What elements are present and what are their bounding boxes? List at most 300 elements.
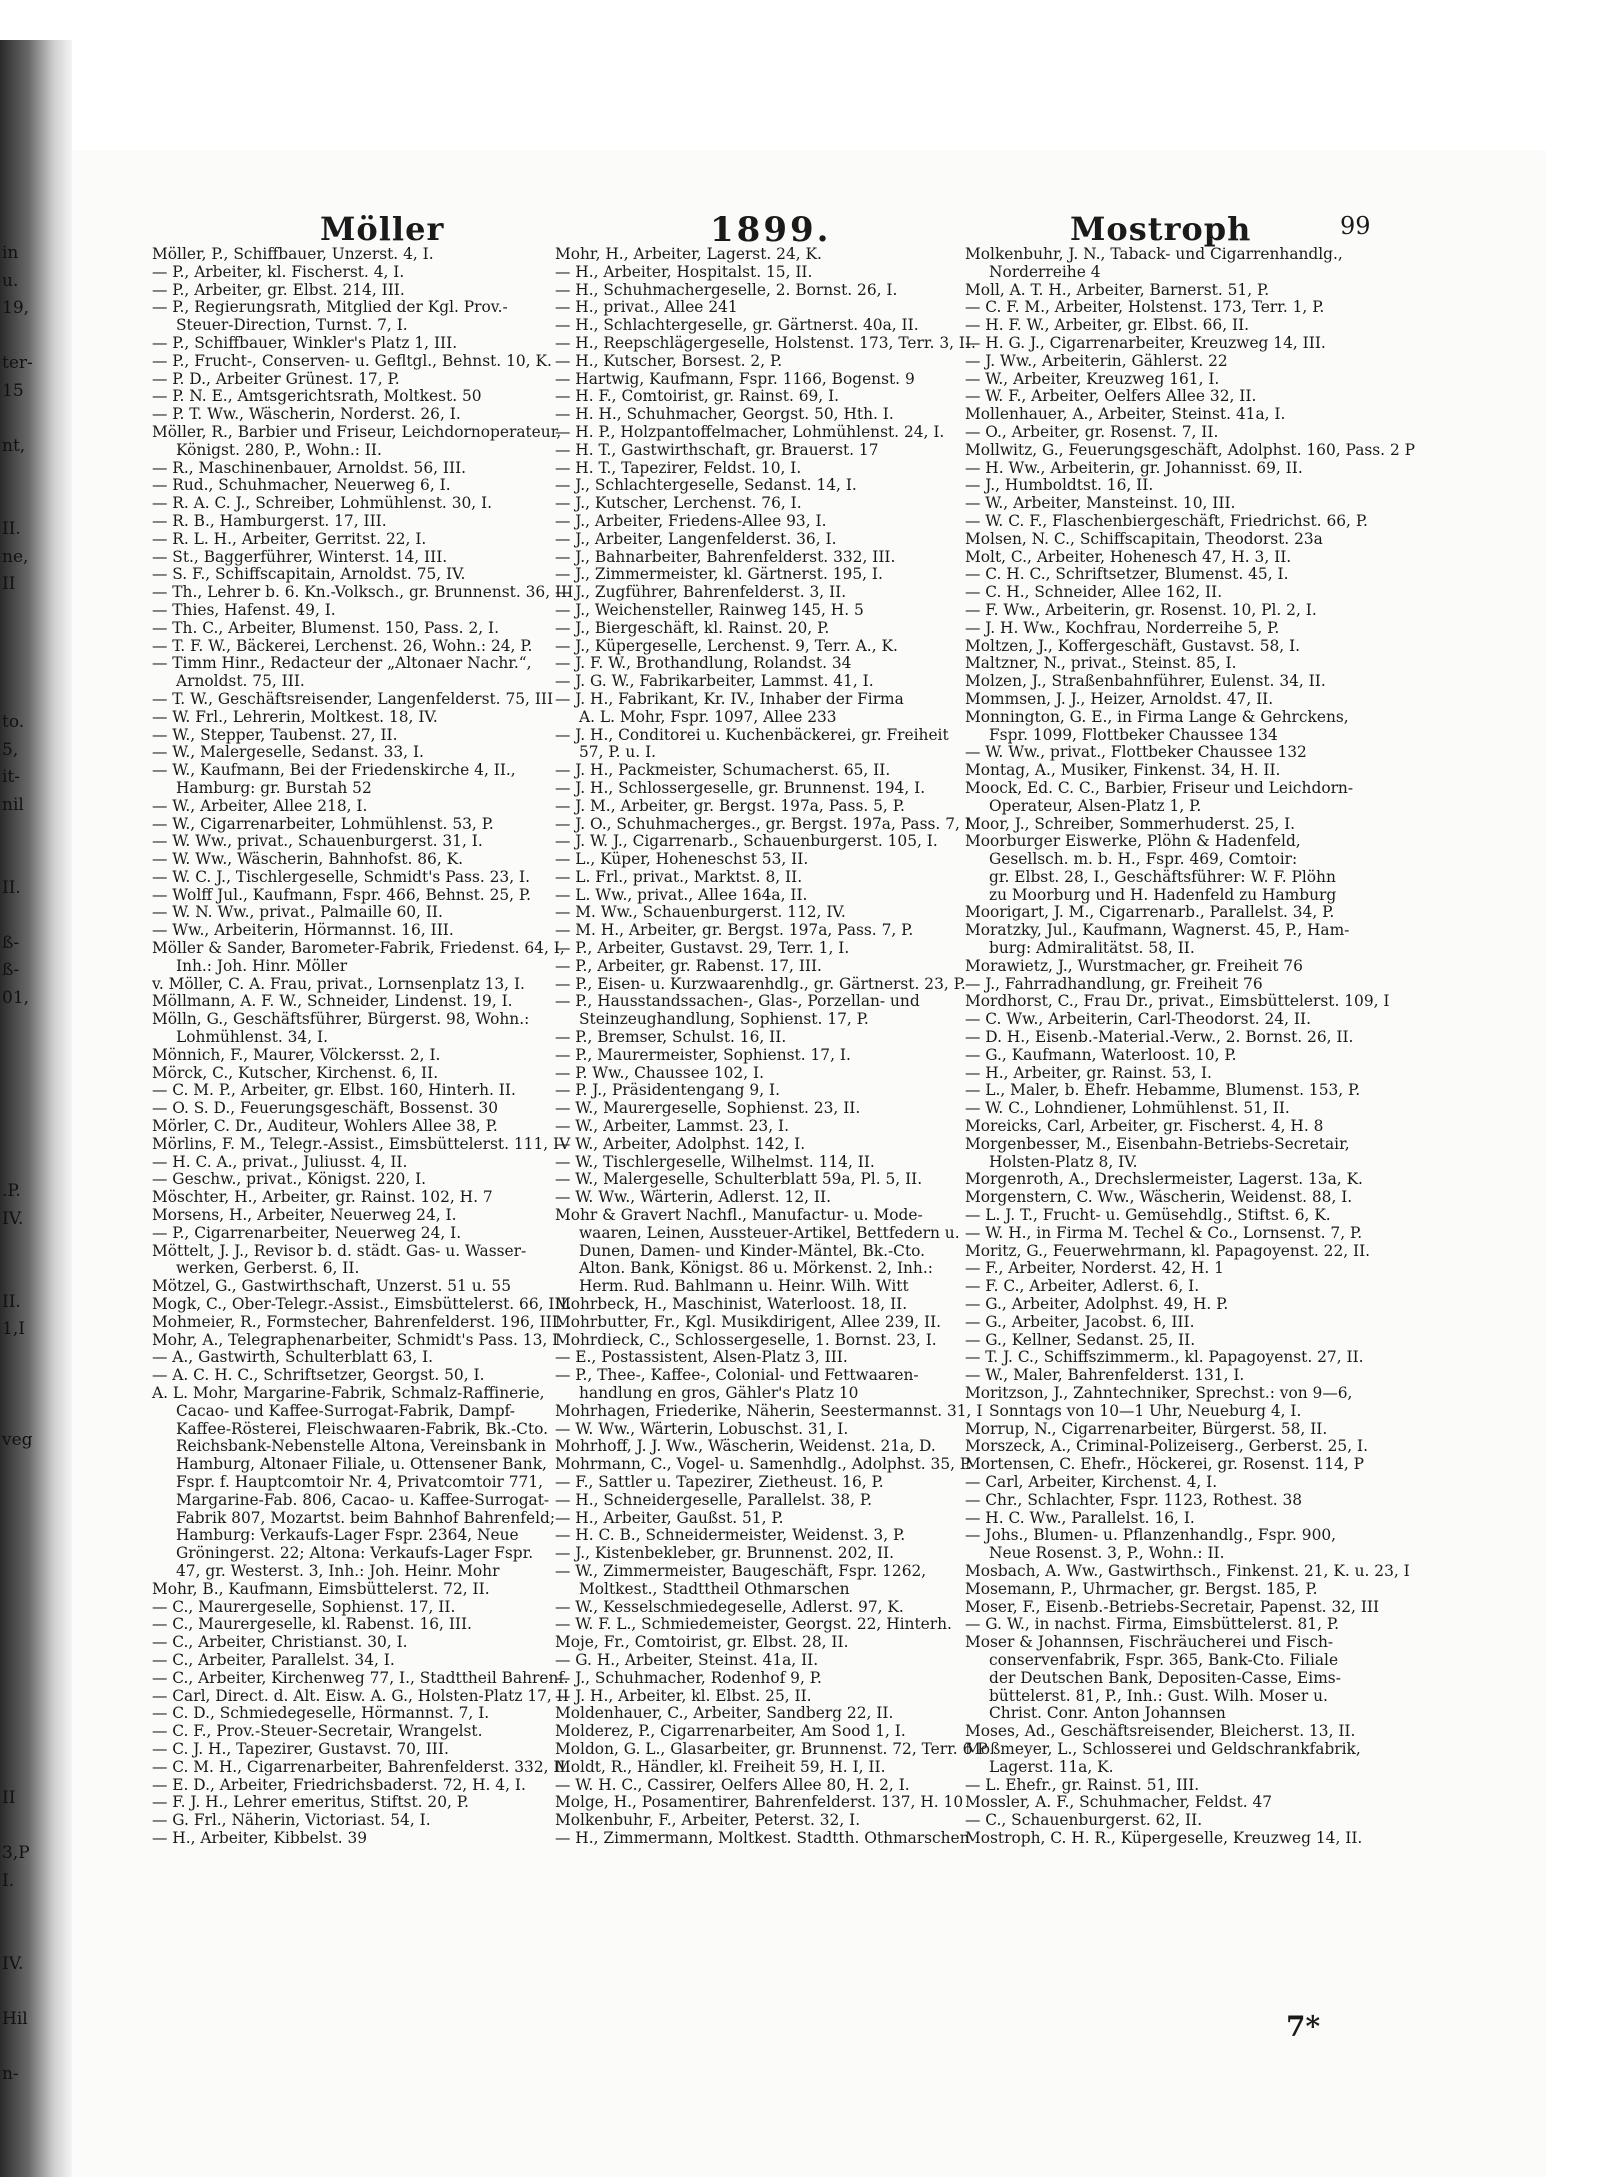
directory-entry-line: — C. D., Schmiedegeselle, Hörmannst. 7, I. [152, 1704, 490, 1723]
directory-entry-line: — F., Arbeiter, Norderst. 42, H. 1 [965, 1259, 1224, 1278]
directory-entry-line: — M. H., Arbeiter, gr. Bergst. 197a, Pass. 7, P. [555, 921, 914, 940]
directory-entry-line: — T. F. W., Bäckerei, Lerchenst. 26, Wohn.: 24, P. [152, 636, 533, 655]
directory-entry-line: A. L. Mohr, Fspr. 1097, Allee 233 [579, 707, 837, 726]
directory-entry-line: — Geschw., privat., Königst. 220, I. [152, 1170, 427, 1189]
directory-entry-line: Mörlins, F. M., Telegr.-Assist., Eimsbüttelerst. 111, IV [152, 1134, 571, 1153]
spine-fragment: II [2, 574, 16, 595]
directory-entry-line: Gesellsch. m. b. H., Fspr. 469, Comtoir: [989, 850, 1298, 869]
directory-entry-line: — W. Ww., privat., Flottbeker Chaussee 132 [965, 743, 1307, 762]
directory-entry-line: — P., Thee-, Kaffee-, Colonial- und Fettwaaren- [555, 1366, 919, 1385]
previous-page-fragments [2, 240, 33, 2089]
directory-entry-line: — R. L. H., Arbeiter, Gerritst. 22, I. [152, 529, 427, 548]
directory-entry-line: — H. C. Ww., Parallelst. 16, I. [965, 1508, 1195, 1527]
spine-fragment [2, 819, 28, 847]
directory-entry-line: — C. M. H., Cigarrenarbeiter, Bahrenfelderst. 332, II. [152, 1757, 571, 1776]
spine-fragment [2, 1702, 28, 1730]
directory-entry-line: Morrup, N., Cigarrenarbeiter, Bürgerst. 58, II. [965, 1419, 1328, 1438]
directory-entry-line: Molderez, P., Cigarrenarbeiter, Am Sood 1, I. [555, 1722, 906, 1741]
directory-entry-line: Fabrik 807, Mozartst. beim Bahnhof Bahrenfeld; [176, 1508, 556, 1527]
directory-entry-line: Margarine-Fab. 806, Cacao- u. Kaffee-Surrogat- [176, 1490, 550, 1509]
directory-entry-line: — G., Arbeiter, Adolphst. 49, H. P. [965, 1295, 1229, 1314]
directory-entry-line: — W., Kesselschmiedegeselle, Adlerst. 97, K. [555, 1597, 904, 1616]
directory-entry-line: — P., Arbeiter, gr. Rabenst. 17, III. [555, 956, 822, 975]
directory-entry-line: Molt, C., Arbeiter, Hohenesch 47, H. 3, II. [965, 547, 1292, 566]
directory-entry-line: — C. H., Schneider, Allee 162, II. [965, 583, 1223, 602]
directory-entry-line: Möller & Sander, Barometer-Fabrik, Friedenst. 64, I, [152, 939, 565, 958]
directory-entry-line: — W. Ww., Wärterin, Adlerst. 12, II. [555, 1188, 831, 1207]
directory-entry-line: — H. C. B., Schneidermeister, Weidenst. 3, P. [555, 1526, 906, 1545]
spine-fragment: nil [2, 794, 24, 815]
directory-entry-line: — P. N. E., Amtsgerichtsrath, Moltkest. 50 [152, 387, 482, 406]
directory-entry-line: — W., Kaufmann, Bei der Friedenskirche 4, II., [152, 761, 516, 780]
directory-entry-line: — W., Arbeiter, Allee 218, I. [152, 796, 368, 815]
directory-entry-line: — J. H., Packmeister, Schumacherst. 65, II. [555, 761, 891, 780]
directory-entry-line: — W., Zimmermeister, Baugeschäft, Fspr. 1262, [555, 1561, 927, 1580]
directory-entry-line: — W., Arbeiter, Lammst. 23, I. [555, 1117, 789, 1136]
directory-entry-line: Mohrhagen, Friederike, Näherin, Seestermannst. 31, I [555, 1401, 983, 1420]
directory-entry-line: — H. H., Schuhmacher, Georgst. 50, Hth. I. [555, 405, 894, 424]
directory-entry-line: Alton. Bank, Königst. 86 u. Mörkenst. 2, Inh.: [579, 1259, 933, 1278]
directory-entry-line: Moltkest., Stadttheil Othmarschen [579, 1579, 850, 1598]
directory-entry-line: — J., Schuhmacher, Rodenhof 9, P. [555, 1668, 822, 1687]
directory-entry-line: — J., Bahnarbeiter, Bahrenfelderst. 332, III. [555, 547, 896, 566]
spine-fragment: 5, [2, 739, 19, 760]
directory-entry-line: — W., Arbeiter, Adolphst. 142, I. [555, 1134, 806, 1153]
directory-entry-line: — J. M., Arbeiter, gr. Bergst. 197a, Pass. 5, P. [555, 796, 905, 815]
directory-entry-line: Maltzner, N., privat., Steinst. 85, I. [965, 654, 1237, 673]
spine-fragment [2, 1261, 28, 1289]
spine-fragment: IV. [2, 1953, 24, 1974]
directory-entry-line: Moreicks, Carl, Arbeiter, gr. Fischerst. 4, H. 8 [965, 1117, 1324, 1136]
directory-entry-line: — W., Malergeselle, Schulterblatt 59a, Pl. 5, II. [555, 1170, 923, 1189]
directory-entry-line: — D. H., Eisenb.-Material.-Verw., 2. Bornst. 26, II. [965, 1028, 1354, 1047]
directory-entry-line: — G., Kellner, Sedanst. 25, II. [965, 1330, 1196, 1349]
directory-entry-line: — L. Ehefr., gr. Rainst. 51, III. [965, 1775, 1200, 1794]
spine-fragment: II. [2, 518, 21, 539]
directory-entry-line: — P. J., Präsidentengang 9, I. [555, 1081, 780, 1100]
spine-fragment: II. [2, 1291, 21, 1312]
directory-entry-line: — T. J. C., Schiffszimmerm., kl. Papagoyenst. 27, II. [965, 1348, 1364, 1367]
spine-fragment [2, 1647, 28, 1675]
directory-entry-line: — Hartwig, Kaufmann, Fspr. 1166, Bogenst. 9 [555, 369, 915, 388]
directory-entry-line: — C. J. H., Tapezirer, Gustavst. 70, III. [152, 1739, 449, 1758]
directory-entry-line: Morszeck, A., Criminal-Polizeiserg., Gerberst. 25, I. [965, 1437, 1368, 1456]
directory-entry-line: — M. Ww., Schauenburgerst. 112, IV. [555, 903, 846, 922]
directory-entry-line: Molzen, J., Straßenbahnführer, Eulenst. 34, II. [965, 672, 1326, 691]
directory-entry-line: Mohr, H., Arbeiter, Lagerst. 24, K. [555, 245, 822, 263]
directory-entry-line: — P. Ww., Chaussee 102, I. [555, 1063, 764, 1082]
directory-entry-line: — H., Zimmermann, Moltkest. Stadtth. Othmarschen [555, 1828, 970, 1847]
directory-entry-line: Fspr. 1099, Flottbeker Chaussee 134 [989, 725, 1278, 744]
spine-fragment [2, 461, 28, 489]
directory-entry-line: — W. C. J., Tischlergeselle, Schmidt's Pass. 23, I. [152, 867, 530, 886]
directory-entry-line: — C., Maurergeselle, kl. Rabenst. 16, III. [152, 1615, 472, 1634]
directory-entry-line: Holsten-Platz 8, IV. [989, 1152, 1138, 1171]
spine-fragment [2, 654, 28, 682]
spine-fragment [2, 406, 28, 434]
directory-entry-line: Mordhorst, C., Frau Dr., privat., Eimsbüttelerst. 109, I [965, 992, 1390, 1011]
spine-fragment [2, 2034, 28, 2062]
directory-entry-line: gr. Elbst. 28, I., Geschäftsführer: W. F. Plöhn [989, 867, 1336, 886]
directory-entry-line: — G. W., in nachst. Firma, Eimsbüttelerst. 81, P. [965, 1615, 1339, 1634]
spine-fragment [2, 682, 28, 710]
spine-fragment: IV. [2, 1208, 24, 1229]
directory-entry-line: Mogk, C., Ober-Telegr.-Assist., Eimsbüttelerst. 66, III. [152, 1295, 572, 1314]
directory-entry-line: — F., Sattler u. Tapezirer, Zietheust. 16, P. [555, 1472, 884, 1491]
directory-entry-line: — J., Arbeiter, Langenfelderst. 36, I. [555, 529, 837, 548]
directory-entry-line: Mohr, B., Kaufmann, Eimsbüttelerst. 72, II. [152, 1579, 490, 1598]
directory-entry-line: der Deutschen Bank, Depositen-Casse, Eims- [989, 1668, 1341, 1687]
spine-fragment: I. [2, 1871, 15, 1892]
directory-entry-line: — H., privat., Allee 241 [555, 298, 738, 317]
directory-entry-line: — Wolff Jul., Kaufmann, Fspr. 466, Behnst. 25, P. [152, 885, 532, 904]
directory-entry-line: — J., Kutscher, Lerchenst. 76, I. [555, 494, 802, 513]
directory-entry-line: Mortensen, C. Ehefr., Höckerei, gr. Rosenst. 114, P [965, 1455, 1364, 1474]
directory-entry-line: burg: Admiralitätst. 58, II. [989, 939, 1195, 958]
directory-entry-line: — O. S. D., Feuerungsgeschäft, Bossenst. 30 [152, 1099, 499, 1118]
directory-entry-line: — F. C., Arbeiter, Adlerst. 6, I. [965, 1277, 1200, 1296]
directory-entry-line: Fspr. f. Hauptcomtoir Nr. 4, Privatcomtoir 771, [176, 1472, 544, 1491]
spine-fragment [2, 1620, 28, 1648]
directory-entry-line: Mossler, A. F., Schuhmacher, Feldst. 47 [965, 1793, 1273, 1812]
directory-entry-line: Steinzeughandlung, Sophienst. 17, P. [579, 1010, 869, 1029]
directory-entry-line: Molge, H., Posamentirer, Bahrenfelderst. 137, H. 10 [555, 1793, 964, 1812]
directory-entry-line: Möschter, H., Arbeiter, gr. Rainst. 102, H. 7 [152, 1188, 493, 1207]
directory-entry-line: Moses, Ad., Geschäftsreisender, Bleicherst. 13, II. [965, 1722, 1356, 1741]
directory-entry-line: — H., Arbeiter, Gaußst. 51, P. [555, 1508, 784, 1527]
directory-entry-line: — J. H., Arbeiter, kl. Elbst. 25, II. [555, 1686, 812, 1705]
directory-entry-line: — Chr., Schlachter, Fspr. 1123, Rothest. 38 [965, 1490, 1303, 1509]
directory-entry-line: — J. G. W., Fabrikarbeiter, Lammst. 41, I. [555, 672, 874, 691]
directory-entry-line: Mohr & Gravert Nachfl., Manufactur- u. Mode- [555, 1206, 923, 1225]
spine-fragment: II [2, 1788, 16, 1809]
directory-entry-line: — P., Arbeiter, Gustavst. 29, Terr. 1, I. [555, 939, 850, 958]
directory-entry-line: — Th. C., Arbeiter, Blumenst. 150, Pass. 2, I. [152, 618, 500, 637]
directory-entry-line: — J., Küpergeselle, Lerchenst. 9, Terr. A., K. [555, 636, 898, 655]
directory-entry-line: Norderreihe 4 [989, 262, 1101, 281]
directory-column-2 [555, 245, 988, 2096]
spine-fragment: in [2, 243, 19, 263]
directory-entry-line: — J., Zugführer, Bahrenfelderst. 3, II. [555, 583, 847, 602]
directory-entry-line: Moser, F., Eisenb.-Betriebs-Secretair, Papenst. 32, III [965, 1597, 1380, 1616]
directory-entry-line: — J., Humboldtst. 16, II. [965, 476, 1154, 495]
directory-entry-line: — H. F. W., Arbeiter, gr. Elbst. 66, II. [965, 316, 1250, 335]
directory-entry-line: — P., Eisen- u. Kurzwaarenhdlg., gr. Gärtnerst. 23, P. [555, 974, 966, 993]
directory-entry-line: Moll, A. T. H., Arbeiter, Barnerst. 51, P. [965, 280, 1270, 299]
spine-fragment: ter- [2, 353, 33, 374]
directory-entry-line: — G. Frl., Näherin, Victoriast. 54, I. [152, 1811, 431, 1830]
directory-entry-line: — L., Küper, Hoheneschst 53, II. [555, 850, 809, 869]
spine-fragment: 15 [2, 380, 24, 401]
spine-fragment: nt, [2, 436, 26, 457]
directory-entry-line: — W. H. C., Cassirer, Oelfers Allee 80, H. 2, I. [555, 1775, 910, 1794]
directory-entry-line: — W. F. L., Schmiedemeister, Georgst. 22, Hinterh. [555, 1615, 952, 1634]
directory-entry-line: Mohr, A., Telegraphenarbeiter, Schmidt's Pass. 13, I [152, 1330, 559, 1349]
directory-entry-line: Operateur, Alsen-Platz 1, P. [989, 796, 1202, 815]
directory-entry-line: Moldon, G. L., Glasarbeiter, gr. Brunnenst. 72, Terr. 6 P [555, 1739, 988, 1758]
directory-entry-line: Möller, R., Barbier und Friseur, Leichdornoperateur, [152, 422, 562, 441]
spine-fragment [2, 1399, 28, 1427]
directory-entry-line: Morsens, H., Arbeiter, Neuerweg 24, I. [152, 1206, 457, 1225]
directory-entry-line: — W., Malergeselle, Sedanst. 33, I. [152, 743, 424, 762]
directory-entry-line: — W., Cigarrenarbeiter, Lohmühlenst. 53, P. [152, 814, 494, 833]
directory-entry-line: — C. Ww., Arbeiterin, Carl-Theodorst. 24, II. [965, 1010, 1311, 1029]
directory-entry-line: — H. T., Tapezirer, Feldst. 10, I. [555, 458, 802, 477]
spine-fragment: n- [2, 2064, 19, 2085]
directory-entry-line: — O., Arbeiter, gr. Rosenst. 7, II. [965, 422, 1219, 441]
spine-fragment [2, 323, 28, 351]
directory-entry-line: — H., Arbeiter, gr. Rainst. 53, I. [965, 1063, 1212, 1082]
directory-entry-line: — P., Hausstandssachen-, Glas-, Porzellan- und [555, 992, 920, 1011]
directory-entry-line: — P., Bremser, Schulst. 16, II. [555, 1028, 787, 1047]
spine-fragment [2, 1482, 28, 1510]
spine-fragment [2, 1730, 28, 1758]
directory-entry-line: — J., Weichensteller, Rainweg 145, H. 5 [555, 600, 864, 619]
directory-entry-line: — H., Schlachtergeselle, gr. Gärtnerst. 40a, II. [555, 316, 919, 335]
directory-entry-line: — J. W. J., Cigarrenarb., Schauenburgerst. 105, I. [555, 832, 938, 851]
directory-entry-line: Möller, P., Schiffbauer, Unzerst. 4, I. [152, 245, 434, 263]
directory-entry-line: — W., Tischlergeselle, Wilhelmst. 114, II. [555, 1152, 875, 1171]
directory-entry-line: — P. D., Arbeiter Grünest. 17, P. [152, 369, 400, 388]
directory-entry-line: handlung en gros, Gähler's Platz 10 [579, 1384, 859, 1402]
header-year: 1899. [710, 210, 832, 250]
spine-fragment: 3,P [2, 1843, 30, 1864]
directory-entry-line: Kaffee-Rösterei, Fleischwaaren-Fabrik, Bk.-Cto. [176, 1419, 549, 1438]
directory-entry-line: — G. H., Arbeiter, Steinst. 41a, II. [555, 1650, 819, 1669]
directory-entry-line: Moßmeyer, L., Schlosserei und Geldschrankfabrik, [965, 1739, 1361, 1758]
directory-entry-line: — P., Frucht-, Conserven- u. Gefltgl., Behnst. 10, K. [152, 351, 552, 370]
spine-fragment [2, 1565, 28, 1593]
directory-entry-line: — S. F., Schiffscapitain, Arnoldst. 75, IV. [152, 565, 466, 584]
directory-entry-line: — J. O., Schuhmacherges., gr. Bergst. 197a, Pass. 7, I. [555, 814, 976, 833]
directory-entry-line: — L. J. T., Frucht- u. Gemüsehdlg., Stiftst. 6, K. [965, 1206, 1331, 1225]
directory-entry-line: — C., Maurergeselle, Sophienst. 17, II. [152, 1597, 456, 1616]
directory-entry-line: Moorburger Eiswerke, Plöhn & Hadenfeld, [965, 832, 1301, 851]
directory-entry-line: — P., Schiffbauer, Winkler's Platz 1, III. [152, 333, 458, 352]
spine-fragment [2, 1151, 28, 1179]
spine-fragment: to. [2, 712, 25, 733]
directory-entry-line: — G., Kaufmann, Waterloost. 10, P. [965, 1045, 1237, 1064]
directory-entry-line: — J., Fahrradhandlung, gr. Freiheit 76 [965, 974, 1263, 993]
directory-entry-line: Mosemann, P., Uhrmacher, gr. Bergst. 185, P. [965, 1579, 1318, 1598]
page-number: 99 [1340, 212, 1371, 240]
directory-entry-line: — W. C. F., Flaschenbiergeschäft, Friedrichst. 66, P. [965, 511, 1368, 530]
directory-entry-line: — W. Ww., Wärterin, Lobuschst. 31, I. [555, 1419, 849, 1438]
directory-entry-line: Reichsbank-Nebenstelle Altona, Vereinsbank in [176, 1437, 547, 1456]
directory-entry-line: — J., Kistenbekleber, gr. Brunnenst. 202, II. [555, 1544, 894, 1563]
directory-entry-line: — W., Maurergeselle, Sophienst. 23, II. [555, 1099, 861, 1118]
spine-fragment [2, 1896, 28, 1924]
spine-fragment: u. [2, 270, 19, 291]
directory-entry-line: — H., Reepschlägergeselle, Holstenst. 173, Terr. 3, II. [555, 333, 976, 352]
directory-entry-line: Hamburg: gr. Burstah 52 [176, 778, 372, 797]
directory-column-1 [152, 245, 574, 2096]
directory-entry-line: Cacao- und Kaffee-Surrogat-Fabrik, Dampf- [176, 1401, 515, 1420]
directory-entry-line: — Thies, Hafenst. 49, I. [152, 600, 336, 619]
directory-entry-line: Mostroph, C. H. R., Küpergeselle, Kreuzweg 14, II. [965, 1828, 1363, 1847]
directory-entry-line: Morawietz, J., Wurstmacher, gr. Freiheit 76 [965, 956, 1303, 975]
spine-fragment [2, 1123, 28, 1151]
spine-fragment [2, 1758, 28, 1786]
spine-fragment [2, 1233, 28, 1261]
directory-entry-line: Moltzen, J., Koffergeschäft, Gustavst. 58, I. [965, 636, 1301, 655]
directory-entry-line: büttelerst. 81, P., Inh.: Gust. Wilh. Moser u. [989, 1686, 1328, 1705]
directory-entry-line: Mommsen, J. J., Heizer, Arnoldst. 47, II. [965, 689, 1274, 708]
directory-entry-line: Möllmann, A. F. W., Schneider, Lindenst. 19, I. [152, 992, 513, 1011]
directory-entry-line: — J. H., Fabrikant, Kr. IV., Inhaber der Firma [555, 689, 904, 708]
directory-entry-line: waaren, Leinen, Aussteuer-Artikel, Bettfedern u. [579, 1223, 960, 1242]
directory-entry-line: zu Moorburg und H. Hadenfeld zu Hamburg [989, 885, 1337, 904]
spine-fragment [2, 1344, 28, 1372]
spine-fragment [2, 1592, 28, 1620]
directory-entry-line: — H. C. A., privat., Juliusst. 4, II. [152, 1152, 408, 1171]
directory-entry-line: — C., Arbeiter, Christianst. 30, I. [152, 1633, 408, 1652]
directory-entry-line: Mötzel, G., Gastwirthschaft, Unzerst. 51 u. 55 [152, 1277, 512, 1296]
spine-fragment: 19, [2, 298, 30, 319]
directory-entry-line: Gröningerst. 22; Altona: Verkaufs-Lager Fspr. [176, 1544, 534, 1563]
spine-fragment: ß- [2, 932, 20, 953]
directory-entry-line: — W., Stepper, Taubenst. 27, II. [152, 725, 398, 744]
directory-entry-line: — C. M. P., Arbeiter, gr. Elbst. 160, Hinterh. II. [152, 1081, 516, 1100]
directory-entry-line: — Carl, Arbeiter, Kirchenst. 4, I. [965, 1472, 1218, 1491]
directory-entry-line: — H. P., Holzpantoffelmacher, Lohmühlenst. 24, I. [555, 422, 945, 441]
directory-entry-line: Mölln, G., Geschäftsführer, Bürgerst. 98, Wohn.: [152, 1010, 530, 1029]
directory-entry-line: — L. Frl., privat., Marktst. 8, II. [555, 867, 803, 886]
directory-entry-line: — E., Postassistent, Alsen-Platz 3, III. [555, 1348, 848, 1367]
directory-entry-line: — W. Ww., privat., Schauenburgerst. 31, I. [152, 832, 483, 851]
directory-entry-line: v. Möller, C. A. Frau, privat., Lornsenplatz 13, I. [152, 974, 525, 993]
directory-entry-line: Moldenhauer, C., Arbeiter, Sandberg 22, II. [555, 1704, 894, 1723]
directory-entry-line: Moje, Fr., Comtoirist, gr. Elbst. 28, II. [555, 1633, 849, 1652]
spine-fragment [2, 599, 28, 627]
directory-entry-line: — P., Cigarrenarbeiter, Neuerweg 24, I. [152, 1223, 462, 1242]
directory-entry-line: — H., Arbeiter, Kibbelst. 39 [152, 1828, 368, 1847]
directory-entry-line: Mohmeier, R., Formstecher, Bahrenfelderst. 196, III. [152, 1312, 563, 1331]
directory-entry-line: — W., Maler, Bahrenfelderst. 131, I. [965, 1366, 1245, 1385]
directory-entry-line: — W., Arbeiter, Kreuzweg 161, I. [965, 369, 1220, 388]
directory-entry-line: Morgenbesser, M., Eisenbahn-Betriebs-Secretair, [965, 1134, 1350, 1153]
directory-entry-line: — C. H. C., Schriftsetzer, Blumenst. 45, I. [965, 565, 1289, 584]
directory-entry-line: Mohrmann, C., Vogel- u. Samenhdlg., Adolphst. 35, P. [555, 1455, 973, 1474]
spine-fragment: ß- [2, 960, 20, 981]
directory-entry-line: — H. G. J., Cigarrenarbeiter, Kreuzweg 14, III. [965, 333, 1326, 352]
directory-entry-line: Steuer-Direction, Turnst. 7, I. [176, 316, 408, 335]
spine-fragment [2, 1454, 28, 1482]
directory-entry-line: Königst. 280, P., Wohn.: II. [176, 440, 382, 459]
spine-fragment [2, 1040, 28, 1068]
directory-entry-line: — W. Ww., Wäscherin, Bahnhofst. 86, K. [152, 850, 464, 869]
directory-entry-line: Moock, Ed. C. C., Barbier, Friseur und Leichdorn- [965, 778, 1354, 797]
spine-fragment [2, 1675, 28, 1703]
directory-entry-line: — Th., Lehrer b. 6. Kn.-Volksch., gr. Brunnenst. 36, III [152, 583, 574, 602]
directory-entry-line: Moratzky, Jul., Kaufmann, Wagnerst. 45, P., Ham- [965, 921, 1350, 940]
directory-entry-line: Mönnich, F., Maurer, Völckersst. 2, I. [152, 1045, 441, 1064]
directory-entry-line: — R., Maschinenbauer, Arnoldst. 56, III. [152, 458, 467, 477]
directory-entry-line: Monnington, G. E., in Firma Lange & Gehrckens, [965, 707, 1349, 726]
spine-fragment [2, 1978, 28, 2006]
directory-entry-line: — H., Arbeiter, Hospitalst. 15, II. [555, 262, 813, 281]
spine-fragment: 1,I [2, 1319, 25, 1340]
directory-entry-line: — H. T., Gastwirthschaft, gr. Brauerst. 17 [555, 440, 879, 459]
directory-entry-line: Moritzson, J., Zahntechniker, Sprechst.: von 9—6, [965, 1384, 1353, 1402]
directory-entry-line: Neue Rosenst. 3, P., Wohn.: II. [989, 1544, 1225, 1563]
spine-fragment [2, 847, 28, 875]
directory-entry-line: — W. Frl., Lehrerin, Moltkest. 18, IV. [152, 707, 438, 726]
directory-entry-line: — J. F. W., Brothandlung, Rolandst. 34 [555, 654, 852, 673]
spine-fragment [2, 902, 28, 930]
directory-entry-line: — L. Ww., privat., Allee 164a, II. [555, 885, 808, 904]
directory-entry-line: 47, gr. Westerst. 3, Inh.: Joh. Heinr. Mohr [176, 1561, 500, 1580]
directory-entry-line: — P., Regierungsrath, Mitglied der Kgl. Prov.- [152, 298, 508, 317]
directory-entry-line: Moritz, G., Feuerwehrmann, kl. Papagoyenst. 22, II. [965, 1241, 1371, 1260]
running-header [150, 210, 1390, 250]
directory-entry-line: Moser & Johannsen, Fischräucherei und Fisch- [965, 1633, 1334, 1652]
spine-fragment [2, 1813, 28, 1841]
directory-entry-line: — J. H., Schlossergeselle, gr. Brunnenst. 194, I. [555, 778, 926, 797]
directory-entry-line: Inh.: Joh. Hinr. Möller [176, 956, 348, 975]
directory-entry-line: — C. F. M., Arbeiter, Holstenst. 173, Terr. 1, P. [965, 298, 1325, 317]
directory-entry-line: — G., Arbeiter, Jacobst. 6, III. [965, 1312, 1195, 1331]
directory-entry-line: — Timm Hinr., Redacteur der „Altonaer Nachr.“, [152, 654, 532, 673]
directory-entry-line: — Carl, Direct. d. Alt. Eisw. A. G., Holsten-Platz 17, II [152, 1686, 569, 1705]
directory-entry-line: — J. Ww., Arbeiterin, Gählerst. 22 [965, 351, 1228, 370]
directory-entry-line: 57, P. u. I. [579, 743, 657, 762]
directory-entry-line: — W. C., Lohndiener, Lohmühlenst. 51, II. [965, 1099, 1290, 1118]
directory-entry-line: Molkenbuhr, F., Arbeiter, Peterst. 32, I. [555, 1811, 861, 1830]
spine-fragment: 01, [2, 988, 30, 1009]
spine-fragment: ne, [2, 546, 29, 567]
directory-entry-line: — E. D., Arbeiter, Friedrichsbaderst. 72, H. 4, I. [152, 1775, 526, 1794]
directory-entry-line: Lohmühlenst. 34, I. [176, 1028, 328, 1047]
directory-entry-line: — R. A. C. J., Schreiber, Lohmühlenst. 30, I. [152, 494, 493, 513]
directory-entry-line: — J., Schlachtergeselle, Sedanst. 14, I. [555, 476, 857, 495]
directory-entry-line: — Johs., Blumen- u. Pflanzenhandlg., Fspr. 900, [965, 1526, 1337, 1545]
directory-entry-line: Lagerst. 11a, K. [989, 1757, 1114, 1776]
directory-entry-line: Mosbach, A. Ww., Gastwirthsch., Finkenst. 21, K. u. 23, I [965, 1561, 1410, 1580]
directory-entry-line: Arnoldst. 75, III. [176, 672, 305, 691]
directory-entry-line: — W. N. Ww., privat., Palmaille 60, II. [152, 903, 443, 922]
directory-entry-line: — J. H., Conditorei u. Kuchenbäckerei, gr. Freiheit [555, 725, 949, 744]
spine-fragment [2, 1537, 28, 1565]
directory-entry-line: Morgenroth, A., Drechslermeister, Lagerst. 13a, K. [965, 1170, 1363, 1189]
directory-entry-line: — Rud., Schuhmacher, Neuerweg 6, I. [152, 476, 451, 495]
directory-entry-line: Herm. Rud. Bahlmann u. Heinr. Wilh. Witt [579, 1277, 909, 1296]
directory-entry-line: — T. W., Geschäftsreisender, Langenfelderst. 75, III [152, 689, 554, 708]
directory-entry-line: — C. F., Prov.-Steuer-Secretair, Wrangelst. [152, 1722, 483, 1741]
spine-fragment: veg [2, 1429, 33, 1450]
spine-fragment [2, 488, 28, 516]
spine-fragment [2, 1095, 28, 1123]
spine-fragment: it- [2, 767, 21, 788]
directory-entry-line: Mollwitz, G., Feuerungsgeschäft, Adolphst. 160, Pass. 2 P [965, 440, 1416, 459]
spine-fragment [2, 626, 28, 654]
directory-entry-line: Moldt, R., Händler, kl. Freiheit 59, H. I, II. [555, 1757, 886, 1776]
directory-entry-line: Mohrdieck, C., Schlossergeselle, 1. Bornst. 23, I. [555, 1330, 937, 1349]
directory-entry-line: — P., Maurermeister, Sophienst. 17, I. [555, 1045, 851, 1064]
header-last-name: Mostroph [1070, 210, 1252, 248]
directory-entry-line: — F. Ww., Arbeiterin, gr. Rosenst. 10, Pl. 2, I. [965, 600, 1317, 619]
directory-entry-line: — C., Arbeiter, Parallelst. 34, I. [152, 1650, 395, 1669]
directory-entry-line: Mörler, C. Dr., Auditeur, Wohlers Allee 38, P. [152, 1117, 498, 1136]
spine-fragment [2, 1013, 28, 1041]
spine-fragment [2, 1923, 28, 1951]
directory-entry-line: — R. B., Hamburgerst. 17, III. [152, 511, 387, 530]
directory-entry-line: — W. H., in Firma M. Techel & Co., Lornsenst. 7, P. [965, 1223, 1363, 1242]
directory-entry-line: — J. H. Ww., Kochfrau, Norderreihe 5, P. [965, 618, 1280, 637]
directory-entry-line: — J., Zimmermeister, kl. Gärtnerst. 195, I. [555, 565, 883, 584]
directory-entry-line: — St., Baggerführer, Winterst. 14, III. [152, 547, 448, 566]
directory-entry-line: — C., Arbeiter, Kirchenweg 77, I., Stadttheil Bahrenf. [152, 1668, 569, 1687]
